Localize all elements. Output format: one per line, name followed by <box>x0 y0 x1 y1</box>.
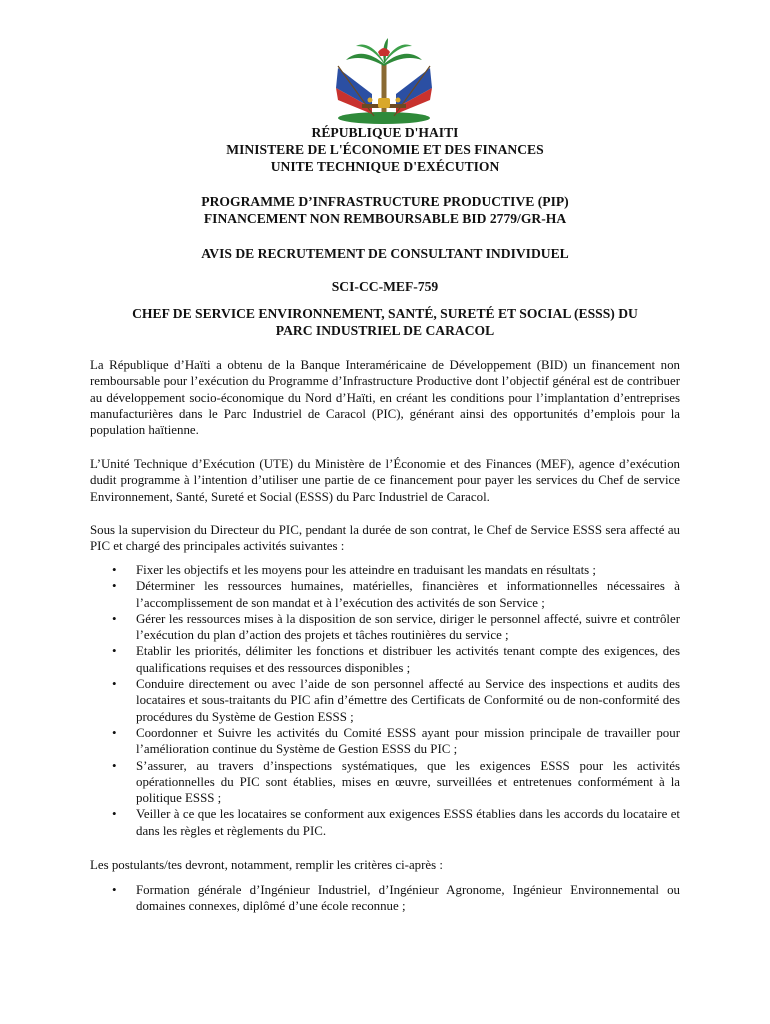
bullet-icon: • <box>112 644 117 659</box>
duty-text: Coordonner et Suivre les activités du Comité ESSS ayant pour mission principale de travailler pour l’amélioration continue du Système de Gestion ESSS du PIC ; <box>136 725 680 757</box>
list-item <box>90 725 680 758</box>
republic-line: RÉPUBLIQUE D'HAITI <box>311 125 459 140</box>
bullet-icon: • <box>112 758 117 773</box>
unit-line: UNITE TECHNIQUE D'EXÉCUTION <box>270 159 500 174</box>
programme-line: PROGRAMME D’INFRASTRUCTURE PRODUCTIVE (PIP) <box>201 194 569 209</box>
criteria-list <box>90 882 680 915</box>
government-header <box>90 124 680 175</box>
financing-line: FINANCEMENT NON REMBOURSABLE BID 2779/GR-HA <box>203 211 567 226</box>
bullet-icon: • <box>112 807 117 822</box>
bullet-icon: • <box>112 611 117 626</box>
position-title <box>90 305 680 339</box>
notice-title: AVIS DE RECRUTEMENT DE CONSULTANT INDIVIDUEL <box>201 246 569 261</box>
list-item <box>90 578 680 611</box>
bullet-icon: • <box>112 563 117 577</box>
duty-text: Déterminer les ressources humaines, matérielles, financières et informationnelles nécessaires à l’accomplissement de son mandat et à l’exécution des activités de son Service ; <box>136 579 680 610</box>
duty-text: Fixer les objectifs et les moyens pour les atteindre en traduisant les mandats en résultats ; <box>136 563 597 577</box>
list-item <box>90 643 680 676</box>
bullet-icon: • <box>112 677 117 692</box>
position-title-line-1: CHEF DE SERVICE ENVIRONNEMENT, SANTÉ, SURETÉ ET SOCIAL (ESSS) DU <box>132 306 638 321</box>
bullet-icon: • <box>112 725 117 740</box>
position-title-line-2: PARC INDUSTRIEL DE CARACOL <box>275 323 495 338</box>
agency-paragraph: L’Unité Technique d’Exécution (UTE) du Ministère de l’Économie et des Finances (MEF), agence d’exécution dudit programme à l’intention d’utiliser une partie de ce financement pour payer les services du Chef de service Environnement, Santé, Sureté et Social (ESSS) du Parc Industriel de Caracol. <box>90 457 680 504</box>
list-item <box>90 676 680 725</box>
haiti-coat-of-arms-icon <box>328 38 440 124</box>
criteria-text: Formation générale d’Ingénieur Industriel, d’Ingénieur Agronome, Ingénieur Environnemental ou domaines connexes, diplômé d’une école reconnue ; <box>136 883 680 914</box>
bullet-icon: • <box>112 883 117 897</box>
list-item <box>90 611 680 644</box>
duty-text: Veiller à ce que les locataires se conforment aux exigences ESSS établies dans les accords du locataire et dans les règles et règlements du PIC. <box>136 807 680 838</box>
reference-number: SCI-CC-MEF-759 <box>331 279 439 294</box>
duty-text: Gérer les ressources mises à la disposition de son service, diriger le personnel affecté, suivre et contrôler l’exécution du plan d’action des projets et tâches routinières du service ; <box>136 611 680 643</box>
programme-header <box>90 193 680 227</box>
list-item <box>90 562 680 578</box>
duties-list <box>90 562 680 839</box>
criteria-intro: Les postulants/tes devront, notamment, remplir les critères ci-après : <box>90 858 443 872</box>
intro-paragraph: La République d’Haïti a obtenu de la Banque Interaméricaine de Développement (BID) un financement non remboursable pour l’exécution du Programme d’Infrastructure Productive dont l’objectif général est de contribuer au développement socio-économique du Nord d’Haïti, en créant les conditions pour l’implantation d’entreprises manufacturières dans le Parc Industriel de Caracol (PIC), générant ainsi des opportunités d’emplois pour la population haïtienne. <box>90 358 680 438</box>
duty-text: Conduire directement ou avec l’aide de son personnel affecté au Service des inspections et audits des locataires et sous-traitants du PIC afin d’émettre des Certificats de Conformité ou de non-conformité des procédures du Système de Gestion ESSS ; <box>136 677 680 724</box>
duty-text: S’assurer, au travers d’inspections systématiques, que les exigences ESSS pour les activités opérationnelles du PIC sont établies, mises en œuvre, surveillées et entretenues conformément à la politique ESSS ; <box>136 758 680 806</box>
supervision-paragraph: Sous la supervision du Directeur du PIC, pendant la durée de son contrat, le Chef de Service ESSS sera affecté au PIC et chargé des principales activités suivantes : <box>90 523 680 554</box>
list-item <box>90 882 680 915</box>
ministry-line: MINISTERE DE L'ÉCONOMIE ET DES FINANCES <box>226 142 544 157</box>
list-item <box>90 806 680 839</box>
list-item <box>90 758 680 807</box>
bullet-icon: • <box>112 579 117 594</box>
duty-text: Etablir les priorités, délimiter les fonctions et distribuer les activités tenant compte des exigences, des qualifications requises et des ressources disponibles ; <box>136 644 680 675</box>
